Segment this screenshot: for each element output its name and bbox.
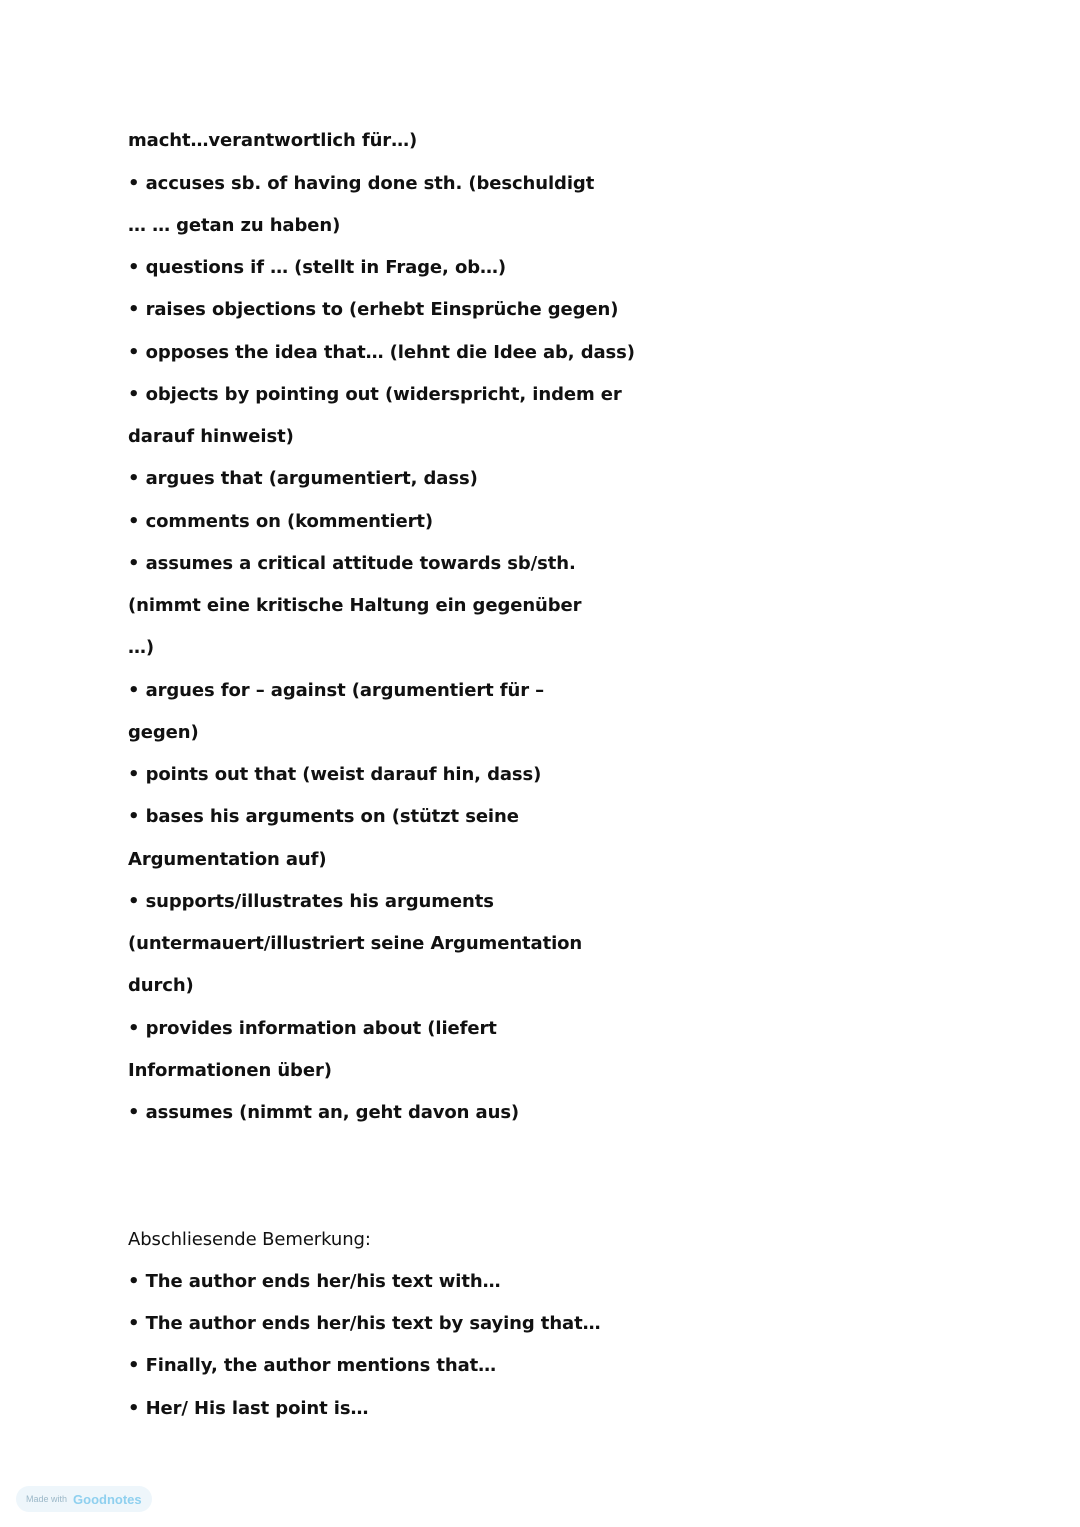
list-item: • Finally, the author mentions that… [128, 1355, 497, 1376]
goodnotes-badge [16, 1486, 152, 1512]
badge-brand: Goodnotes [73, 1491, 142, 1507]
text-line: • questions if … (stellt in Frage, ob…) [128, 257, 507, 278]
badge-made-with: Made with [26, 1494, 68, 1504]
text-line: • supports/illustrates his arguments [128, 891, 494, 912]
list-item: • The author ends her/his text by saying that… [128, 1313, 601, 1334]
text-line: • raises objections to (erhebt Einsprüche gegen) [128, 299, 619, 320]
text-line: Argumentation auf) [128, 849, 327, 870]
text-line: • accuses sb. of having done sth. (beschuldigt [128, 173, 595, 194]
text-line: durch) [128, 975, 194, 996]
text-line: • bases his arguments on (stützt seine [128, 806, 519, 827]
text-line: • points out that (weist darauf hin, dass) [128, 764, 542, 785]
text-line: • objects by pointing out (widerspricht, indem er [128, 384, 622, 405]
text-line: • argues for – against (argumentiert für – [128, 680, 545, 701]
text-line: darauf hinweist) [128, 426, 294, 447]
list-item: • Her/ His last point is… [128, 1398, 369, 1419]
text-line: gegen) [128, 722, 199, 743]
text-line: • provides information about (liefert [128, 1018, 497, 1039]
text-line: (nimmt eine kritische Haltung ein gegenüber [128, 595, 582, 616]
text-line: • opposes the idea that… (lehnt die Idee ab, dass) [128, 342, 635, 363]
text-line: Informationen über) [128, 1060, 332, 1081]
text-line: • assumes (nimmt an, geht davon aus) [128, 1102, 520, 1123]
list-item: • The author ends her/his text with… [128, 1271, 501, 1292]
text-line: (untermauert/illustriert seine Argumentation [128, 933, 583, 954]
text-line: macht…verantwortlich für…) [128, 130, 418, 151]
text-line: • argues that (argumentiert, dass) [128, 468, 478, 489]
text-line: • comments on (kommentiert) [128, 511, 433, 532]
text-line: …) [128, 637, 155, 658]
text-line: • assumes a critical attitude towards sb/sth. [128, 553, 576, 574]
section-heading: Abschliesende Bemerkung: [128, 1229, 371, 1250]
text-line: … … getan zu haben) [128, 215, 341, 236]
